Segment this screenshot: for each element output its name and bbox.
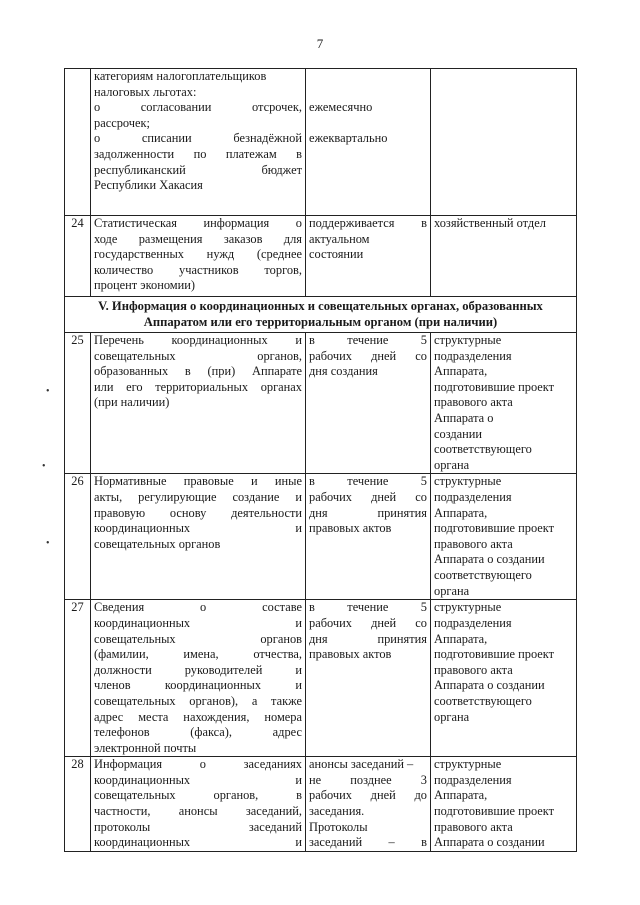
info-cell: категориям налогоплательщиков налоговых льготах: о согласовании отсрочек, рассрочек; о списании безнадёжной задолженности по платежам в республиканский бюджет Республики Хакасия	[91, 69, 306, 216]
page-number: 7	[316, 36, 324, 51]
period-cell: в течение 5 рабочих дней со дня принятия правовых актов	[306, 600, 431, 757]
disclosure-table	[64, 68, 577, 852]
period-cell: анонсы заседаний – не позднее 3 рабочих дней до заседания. Протоколы заседаний – в	[306, 757, 431, 852]
period-cell: в течение 5 рабочих дней со дня принятия правовых актов	[306, 474, 431, 600]
table-row	[65, 474, 577, 600]
section-heading-row	[65, 297, 577, 333]
info-cell: Сведения о составе координационных и совещательных органов (фамилии, имена, отчества, должности руководителей и членов координационных и совещательных органов), а также адрес места нахождения, номера телефонов (факса), адрес электронной почты	[91, 600, 306, 757]
period-cell: в течение 5 рабочих дней со дня создания	[306, 333, 431, 474]
info-cell: Перечень координационных и совещательных органов, образованных в (при) Аппарате или его территориальных органах (при наличии)	[91, 333, 306, 474]
row-number: 26	[65, 474, 91, 600]
margin-mark: •	[46, 386, 50, 397]
period-cell: поддерживается в актуальном состоянии	[306, 216, 431, 297]
row-number: 27	[65, 600, 91, 757]
info-cell: Информация о заседаниях координационных и совещательных органов, в частности, анонсы заседаний, протоколы заседаний координационных и	[91, 757, 306, 852]
margin-mark: •	[46, 538, 50, 549]
table-row	[65, 600, 577, 757]
table-row	[65, 757, 577, 852]
row-number: 24	[65, 216, 91, 297]
table-row	[65, 333, 577, 474]
responsible-cell: хозяйственный отдел	[431, 216, 577, 297]
section-heading: V. Информация о координационных и совещательных органах, образованных Аппаратом или его территориальным органом (при наличии)	[65, 297, 577, 333]
table-row	[65, 69, 577, 216]
info-cell: Нормативные правовые и иные акты, регулирующие создание и правовую основу деятельности координационных и совещательных органов	[91, 474, 306, 600]
table-row	[65, 216, 577, 297]
responsible-cell	[431, 69, 577, 216]
responsible-cell: структурные подразделения Аппарата, подготовившие проект правового акта Аппарата о создании соответствующего органа	[431, 333, 577, 474]
responsible-cell: структурные подразделения Аппарата, подготовившие проект правового акта Аппарата о создании	[431, 757, 577, 852]
period-cell: ежемесячно ежеквартально	[306, 69, 431, 216]
responsible-cell: структурные подразделения Аппарата, подготовившие проект правового акта Аппарата о создании соответствующего органа	[431, 600, 577, 757]
margin-mark: •	[42, 461, 46, 472]
row-number: 28	[65, 757, 91, 852]
responsible-cell: структурные подразделения Аппарата, подготовившие проект правового акта Аппарата о создании соответствующего органа	[431, 474, 577, 600]
row-number: 25	[65, 333, 91, 474]
info-cell: Статистическая информация о ходе размещения заказов для государственных нужд (среднее количество участников торгов, процент экономии)	[91, 216, 306, 297]
